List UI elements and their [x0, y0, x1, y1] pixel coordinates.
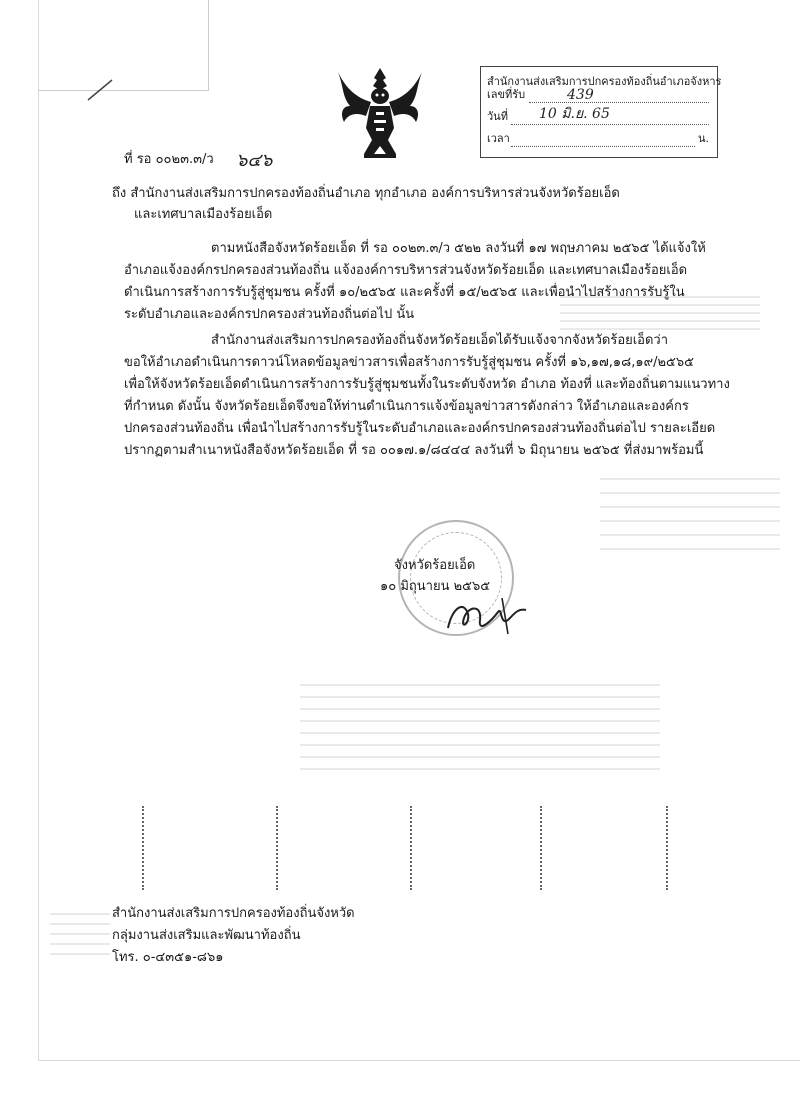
- paragraph-2-line: ปกครองส่วนท้องถิ่น เพื่อนำไปสร้างการรับรู้ในระดับอำเภอและองค์กรปกครองส่วนท้องถิ่นต่อไป รายละเอียด: [124, 421, 716, 436]
- stamp-time-label: เวลา: [487, 132, 510, 145]
- paragraph-1-line: ตามหนังสือจังหวัดร้อยเอ็ด ที่ รอ ๐๐๒๓.๓/ว ๕๒๒ ลงวันที่ ๑๗ พฤษภาคม ๒๕๖๕ ได้แจ้งให้: [211, 241, 706, 256]
- paragraph-2-line: ที่กำหนด ดังนั้น จังหวัดร้อยเอ็ดจึงขอให้ท่านดำเนินการแจ้งข้อมูลข่าวสารดังกล่าว ให้อำเภอและองค์กร: [124, 399, 689, 414]
- signature-date: ๑๐ มิถุนายน ๒๕๖๕: [380, 579, 491, 594]
- paragraph-2-line: สำนักงานส่งเสริมการปกครองท้องถิ่นจังหวัดร้อยเอ็ดได้รับแจ้งจากจังหวัดร้อยเอ็ดว่า: [211, 333, 669, 348]
- stamp-number-label: เลขที่รับ: [487, 88, 526, 101]
- bleed-through-mark: [600, 470, 780, 550]
- paragraph-1-line: ดำเนินการสร้างการรับรู้สู่ชุมชน ครั้งที่ ๑๐/๒๕๖๕ และครั้งที่ ๑๕/๒๕๖๕ และเพื่อนำไปสร้างการรับรู้ใน: [124, 285, 685, 300]
- punch-mark: [142, 806, 150, 890]
- receipt-stamp: [480, 66, 722, 158]
- scan-top-corner-box: [38, 0, 209, 91]
- stamp-time-row: [487, 131, 709, 149]
- signer-province: จังหวัดร้อยเอ็ด: [394, 558, 476, 573]
- letter-reference: ที่ รอ ๐๐๒๓.๓/ว: [124, 152, 214, 167]
- paragraph-2-line: เพื่อให้จังหวัดร้อยเอ็ดดำเนินการสร้างการรับรู้สู่ชุมชนทั้งในระดับจังหวัด อำเภอ ท้องที่ และท้องถิ่นตามแนวทาง: [124, 377, 730, 392]
- stamp-date-row: [487, 106, 709, 127]
- paragraph-1-line: ระดับอำเภอและองค์กรปกครองส่วนท้องถิ่นต่อไป นั้น: [124, 307, 415, 322]
- addressee-line-2: และเทศบาลเมืองร้อยเอ็ด: [134, 207, 273, 222]
- bleed-through-mark: [300, 680, 660, 770]
- bleed-through-mark: [50, 905, 110, 955]
- footer-office: สำนักงานส่งเสริมการปกครองท้องถิ่นจังหวัด: [112, 906, 355, 921]
- stamp-date-value: 10 มิ.ย. 65: [539, 106, 610, 122]
- stamp-time-suffix: น.: [697, 132, 709, 145]
- paragraph-2-line: ขอให้อำเภอดำเนินการดาวน์โหลดข้อมูลข่าวสารเพื่อสร้างการรับรู้สู่ชุมชน ครั้งที่ ๑๖,๑๗,๑๘,๑๙/๒๕๖๕: [124, 355, 694, 370]
- footer-phone: โทร. ๐-๔๓๕๑-๘๖๑: [112, 950, 224, 965]
- pencil-mark-icon: [86, 74, 116, 104]
- stamp-number-value: 439: [567, 87, 594, 103]
- punch-mark: [540, 806, 548, 890]
- punch-mark: [410, 806, 418, 890]
- stamp-date-label: วันที่: [487, 110, 508, 123]
- punch-mark: [666, 806, 674, 890]
- addressee-line-1: ถึง สำนักงานส่งเสริมการปกครองท้องถิ่นอำเภอ ทุกอำเภอ องค์การบริหารส่วนจังหวัดร้อยเอ็ด: [112, 186, 620, 201]
- stamp-header: สำนักงานส่งเสริมการปกครองท้องถิ่นอำเภอจังหาร: [487, 75, 722, 88]
- signature-icon: [442, 590, 532, 640]
- garuda-emblem-icon: [336, 66, 424, 162]
- scan-left-edge: [38, 0, 39, 1060]
- paragraph-2-line: ปรากฏตามสำเนาหนังสือจังหวัดร้อยเอ็ด ที่ รอ ๐๐๑๗.๑/๘๔๔๔ ลงวันที่ ๖ มิถุนายน ๒๕๖๕ ที่ส่งมาพร้อมนี้: [124, 443, 704, 458]
- scan-bottom-edge: [38, 1060, 800, 1061]
- footer-division: กลุ่มงานส่งเสริมและพัฒนาท้องถิ่น: [112, 928, 301, 943]
- punch-mark: [276, 806, 284, 890]
- handwritten-reference-number: ๖๔๖: [236, 150, 273, 171]
- paragraph-1-line: อำเภอแจ้งองค์กรปกครองส่วนท้องถิ่น แจ้งองค์การบริหารส่วนจังหวัดร้อยเอ็ด และเทศบาลเมืองร้อยเอ็ด: [124, 263, 688, 278]
